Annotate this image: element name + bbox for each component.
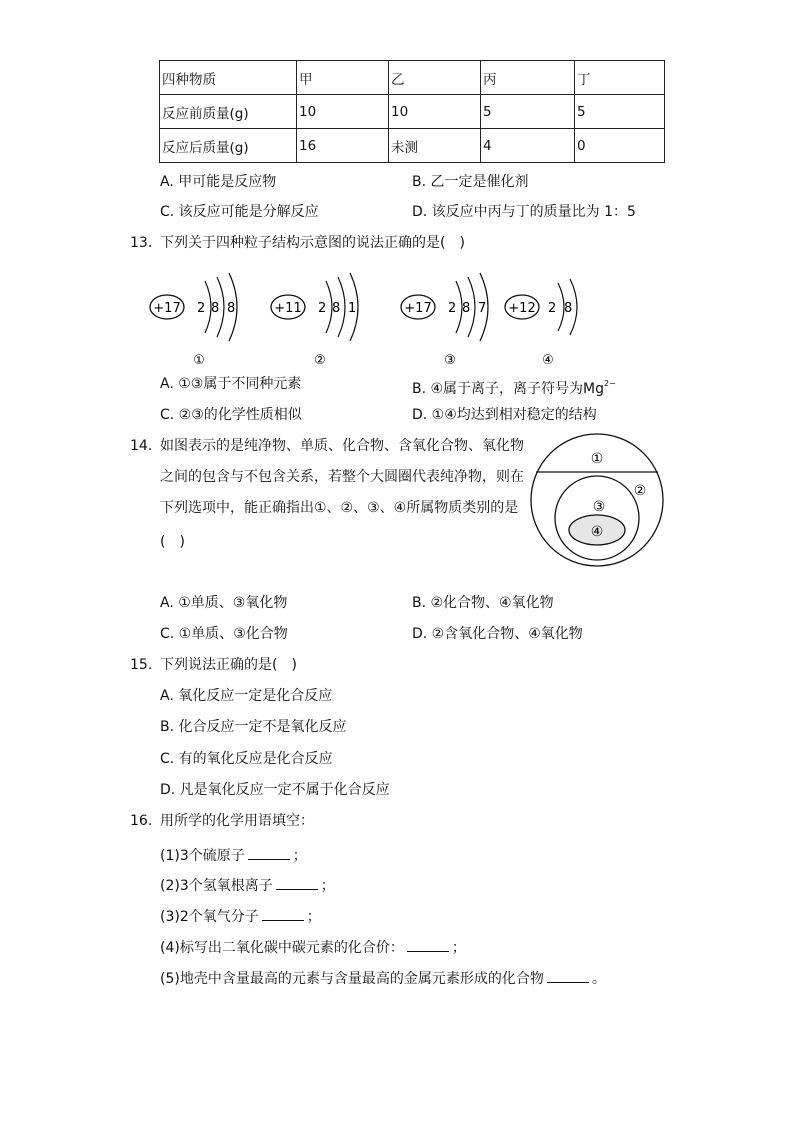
- region-label: ②: [633, 483, 647, 499]
- atom-diagram-4: [505, 279, 577, 368]
- shell-electrons: 8: [211, 301, 220, 316]
- table-row: [160, 129, 665, 163]
- q12-option-a: A. 甲可能是反应物: [160, 174, 277, 190]
- q14-stem-line: 之间的包含与不包含关系，若整个大圆圈代表纯净物，则在: [160, 469, 524, 485]
- q14-number: 14.: [130, 438, 153, 454]
- shell-electrons: 2: [197, 301, 206, 316]
- q16-number: 16.: [130, 813, 153, 829]
- q16-item-end: ；: [306, 909, 321, 925]
- q14-stem-line: 下列选项中，能正确指出①、②、③、④所属物质类别的是: [160, 500, 519, 516]
- q12-option-b: B. 乙一定是催化剂: [412, 174, 529, 190]
- atom-label: ③: [444, 353, 456, 368]
- q16-item-end: ；: [292, 848, 307, 864]
- atom-nucleus: +12: [508, 301, 536, 316]
- q16-item: [160, 875, 335, 895]
- q16-item-text: (4)标写出二氧化碳中碳元素的化合价：: [160, 940, 404, 956]
- q14-stem-line: 如图表示的是纯净物、单质、化合物、含氧化合物、氧化物: [160, 438, 524, 454]
- table-cell: 16: [297, 129, 389, 163]
- table-header-row: [160, 61, 665, 95]
- q14-option-c: C. ①单质、③化合物: [160, 626, 288, 642]
- region-label: ③: [592, 499, 606, 515]
- q13-stem: 下列关于四种粒子结构示意图的说法正确的是( ): [160, 235, 465, 251]
- atom-nucleus: +11: [274, 301, 302, 316]
- atom-label: ②: [314, 353, 326, 368]
- answer-blank[interactable]: [547, 968, 589, 983]
- q16-item-end: 。: [591, 971, 606, 987]
- shell-electrons: 2: [548, 301, 557, 316]
- q13-option-b: [412, 375, 616, 398]
- q16-item-end: ；: [320, 878, 335, 894]
- table-cell: 丁: [575, 61, 665, 95]
- q14-option-a: A. ①单质、③氧化物: [160, 595, 288, 611]
- q14-option-b: B. ②化合物、④氧化物: [412, 595, 554, 611]
- q12-option-c: C. 该反应可能是分解反应: [160, 204, 319, 220]
- table-cell: 乙: [389, 61, 481, 95]
- shell-electrons: 2: [318, 301, 327, 316]
- shell-electrons: 8: [332, 301, 341, 316]
- table-row: [160, 95, 665, 129]
- q15-option-c: C. 有的氧化反应是化合反应: [160, 751, 333, 767]
- q13-option-c: C. ②③的化学性质相似: [160, 407, 302, 423]
- shell-electrons: 8: [462, 301, 471, 316]
- q15-stem: 下列说法正确的是( ): [160, 657, 297, 673]
- table-cell: 反应前质量(g): [160, 95, 297, 129]
- table-cell: 5: [481, 95, 575, 129]
- shell-electrons: 2: [448, 301, 457, 316]
- answer-blank[interactable]: [248, 845, 290, 860]
- atom-nucleus: +17: [404, 301, 432, 316]
- answer-blank[interactable]: [407, 937, 449, 952]
- q15-option-a: A. 氧化反应一定是化合反应: [160, 688, 333, 704]
- table-cell: 甲: [297, 61, 389, 95]
- table-cell: 0: [575, 129, 665, 163]
- atom-diagram-2: [271, 273, 358, 368]
- shell-electrons: 8: [227, 301, 236, 316]
- ion-charge-superscript: 2−: [604, 379, 616, 388]
- q13-option-d: D. ①④均达到相对稳定的结构: [412, 407, 597, 423]
- atom-diagram-3: [401, 273, 488, 368]
- q16-item: [160, 937, 466, 957]
- answer-blank[interactable]: [262, 906, 304, 921]
- q14-option-d: D. ②含氧化合物、④氧化物: [412, 626, 583, 642]
- q15-option-d: D. 凡是氧化反应一定不属于化合反应: [160, 782, 390, 798]
- region-label: ④: [590, 524, 604, 540]
- atom-structure-diagrams: [140, 262, 600, 372]
- q16-item-text: (1)3个硫原子: [160, 848, 245, 864]
- shell-electrons: 7: [478, 301, 487, 316]
- table-cell: 未测: [389, 129, 481, 163]
- q13-number: 13.: [130, 235, 153, 251]
- q16-item: [160, 906, 321, 926]
- q16-item: [160, 968, 606, 988]
- table-cell: 四种物质: [160, 61, 297, 95]
- atom-label: ④: [542, 353, 554, 368]
- q16-item-text: (2)3个氢氧根离子: [160, 878, 273, 894]
- q13-option-b-text: B. ④属于离子，离子符号为Mg: [412, 381, 605, 397]
- table-cell: 反应后质量(g): [160, 129, 297, 163]
- shell-electrons: 8: [564, 301, 573, 316]
- substance-classification-diagram: [527, 430, 667, 570]
- atom-diagram-1: [150, 273, 237, 368]
- atom-nucleus: +17: [153, 301, 181, 316]
- q16-item-text: (5)地壳中含量最高的元素与含量最高的金属元素形成的化合物: [160, 971, 544, 987]
- q12-option-d: D. 该反应中丙与丁的质量比为 1：5: [412, 204, 636, 220]
- q16-stem: 用所学的化学用语填空：: [160, 813, 314, 829]
- region-label: ①: [590, 451, 604, 467]
- table-cell: 10: [389, 95, 481, 129]
- atom-label: ①: [193, 353, 205, 368]
- table-cell: 丙: [481, 61, 575, 95]
- table-cell: 4: [481, 129, 575, 163]
- q14-stem-line: ( ): [160, 534, 185, 550]
- q16-item-end: ；: [451, 940, 466, 956]
- q16-item: [160, 845, 307, 865]
- q13-option-a: A. ①③属于不同种元素: [160, 376, 302, 392]
- mass-table: [159, 60, 665, 163]
- q16-item-text: (3)2个氧气分子: [160, 909, 259, 925]
- answer-blank[interactable]: [276, 875, 318, 890]
- q15-option-b: B. 化合反应一定不是氧化反应: [160, 719, 347, 735]
- q15-number: 15.: [130, 657, 153, 673]
- table-cell: 5: [575, 95, 665, 129]
- shell-electrons: 1: [348, 301, 357, 316]
- table-cell: 10: [297, 95, 389, 129]
